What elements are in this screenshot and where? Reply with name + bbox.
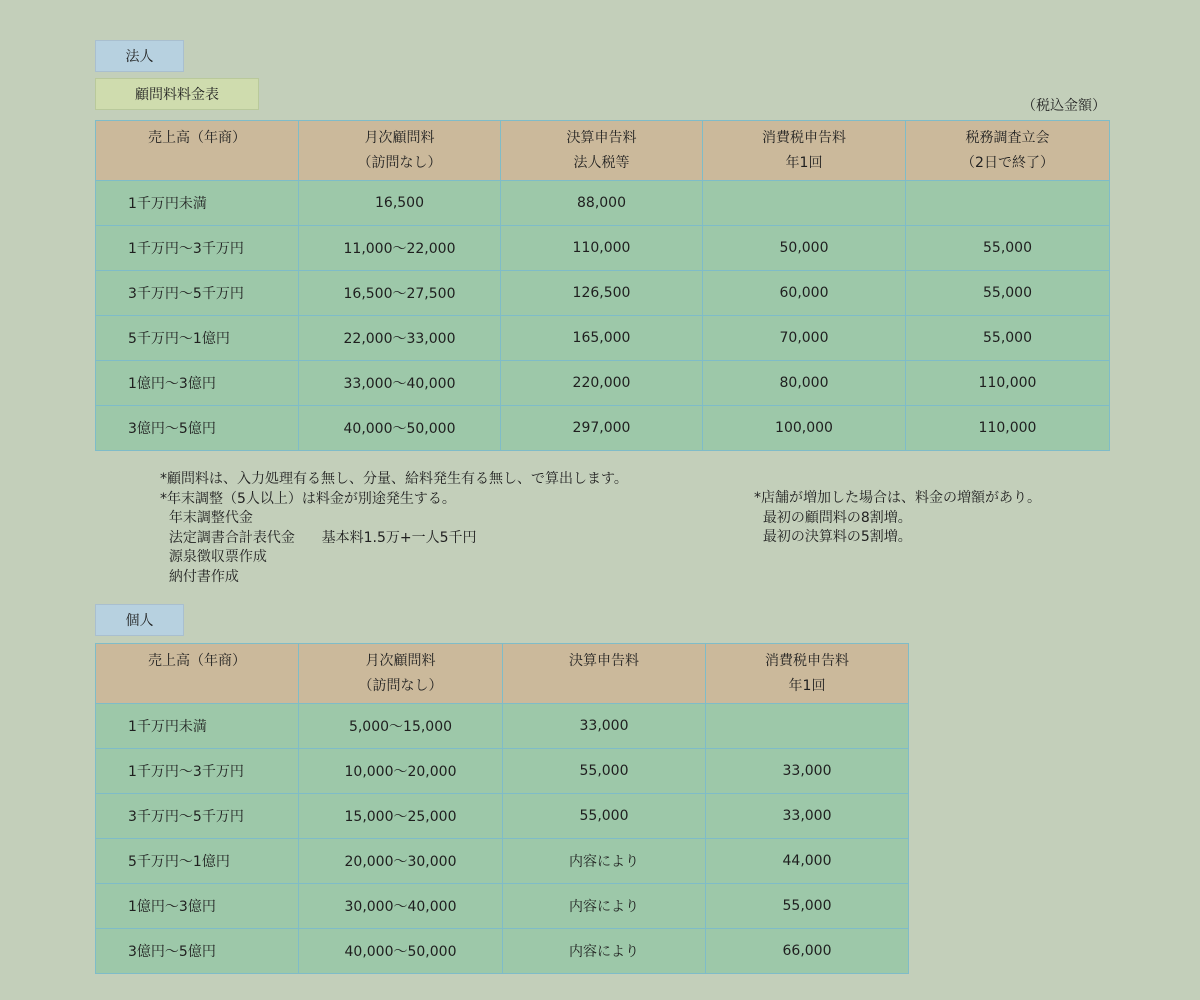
tax-included-note: （税込金額） [1022,98,1106,114]
column-header-line: 決算申告料 [569,652,639,669]
table-row [96,226,1110,271]
fee-cell: 15,000～25,000 [299,794,503,839]
column-header [299,644,503,704]
table-row [96,316,1110,361]
fee-cell: 55,000 [706,884,909,929]
fee-cell: 44,000 [706,839,909,884]
fee-cell: 16,500 [299,181,501,226]
fee-cell: 16,500～27,500 [299,271,501,316]
revenue-range-cell: 3億円～5億円 [96,929,299,974]
fee-cell: 5,000～15,000 [299,704,503,749]
column-header-line: 決算申告料 [566,129,637,146]
column-header [96,644,299,704]
fee-cell: 55,000 [906,271,1110,316]
revenue-range-cell: 3億円～5億円 [96,406,299,451]
fee-cell [906,181,1110,226]
fee-cell: 126,500 [501,271,703,316]
table-row [96,361,1110,406]
fee-cell: 33,000 [503,704,706,749]
fee-cell: 55,000 [906,316,1110,361]
revenue-range-cell: 1千万円～3千万円 [96,226,299,271]
fee-cell: 40,000～50,000 [299,406,501,451]
column-header-line: 月次顧問料 [365,652,436,669]
table-row [96,749,909,794]
column-header [906,121,1110,181]
column-header-line: 消費税申告料 [762,129,846,146]
fee-cell [703,181,906,226]
store-increase-notes [754,489,1041,548]
column-header-line: 年1回 [788,677,826,694]
table-row [96,181,1110,226]
column-header-line: （訪問なし） [358,677,443,694]
table-row [96,794,909,839]
column-header-line: 売上高（年商） [148,652,246,669]
fee-cell: 60,000 [703,271,906,316]
column-header [706,644,909,704]
header-row [96,121,1110,181]
fee-cell: 80,000 [703,361,906,406]
table-row [96,884,909,929]
fee-cell: 55,000 [906,226,1110,271]
fee-cell: 33,000～40,000 [299,361,501,406]
fee-cell: 110,000 [906,406,1110,451]
revenue-range-cell: 1千万円未満 [96,181,299,226]
note-line: *店舗が増加した場合は、料金の増額があり。 [754,490,1041,506]
column-header [703,121,906,181]
fee-cell: 50,000 [703,226,906,271]
header-row [96,644,909,704]
column-header-line: （2日で終了） [961,154,1054,171]
column-header-line: （訪問なし） [357,154,442,171]
column-header [299,121,501,181]
table-row [96,839,909,884]
column-header-line: 月次顧問料 [364,129,435,146]
fee-cell: 40,000～50,000 [299,929,503,974]
column-header-line: 売上高（年商） [148,129,246,146]
column-header [503,644,706,704]
corporate-tag: 法人 [95,40,184,72]
table-row [96,271,1110,316]
table-row [96,406,1110,451]
fee-cell: 11,000～22,000 [299,226,501,271]
fee-cell [706,704,909,749]
column-header [501,121,703,181]
fee-cell: 110,000 [906,361,1110,406]
note-line: *年末調整（5人以上）は料金が別途発生する。 [160,490,456,507]
fee-cell: 297,000 [501,406,703,451]
fee-table-subtitle: 顧問料料金表 [95,78,259,110]
note-line: 年末調整代金 [160,510,253,526]
fee-cell: 内容により [503,884,706,929]
column-header-line: 消費税申告料 [765,652,849,669]
note-line: *顧問料は、入力処理有る無し、分量、給料発生有る無し、で算出します。 [160,471,628,487]
fee-cell: 22,000～33,000 [299,316,501,361]
fee-cell: 88,000 [501,181,703,226]
fee-cell: 165,000 [501,316,703,361]
corporate-fee-table [95,120,1110,451]
revenue-range-cell: 5千万円～1億円 [96,839,299,884]
fee-cell: 100,000 [703,406,906,451]
revenue-range-cell: 5千万円～1億円 [96,316,299,361]
fee-cell: 10,000～20,000 [299,749,503,794]
column-header-line: 税務調査立会 [965,129,1050,146]
fee-cell: 内容により [503,929,706,974]
fee-cell: 55,000 [503,794,706,839]
fee-cell: 33,000 [706,749,909,794]
fee-cell: 30,000～40,000 [299,884,503,929]
individual-fee-table [95,643,909,974]
individual-tag: 個人 [95,604,184,636]
revenue-range-cell: 1億円～3億円 [96,361,299,406]
note-line: 納付書作成 [160,568,239,585]
fee-cell: 66,000 [706,929,909,974]
fee-cell: 20,000～30,000 [299,839,503,884]
revenue-range-cell: 3千万円～5千万円 [96,794,299,839]
fee-cell: 33,000 [706,794,909,839]
fee-cell: 110,000 [501,226,703,271]
revenue-range-cell: 1千万円～3千万円 [96,749,299,794]
note-line: 法定調書合計表代金 基本料1.5万+一人5千円 [160,529,477,546]
note-line: 最初の顧問料の8割増。 [754,509,912,526]
table-row [96,929,909,974]
column-header [96,121,299,181]
revenue-range-cell: 1億円～3億円 [96,884,299,929]
column-header-line: 法人税等 [573,154,630,171]
fee-cell: 内容により [503,839,706,884]
note-line: 源泉徴収票作成 [160,549,267,565]
note-line: 最初の決算料の5割増。 [754,529,912,545]
fee-cell: 55,000 [503,749,706,794]
revenue-range-cell: 1千万円未満 [96,704,299,749]
column-header-line: 年1回 [785,154,823,171]
table-row [96,704,909,749]
fee-cell: 70,000 [703,316,906,361]
revenue-range-cell: 3千万円～5千万円 [96,271,299,316]
fee-cell: 220,000 [501,361,703,406]
corporate-notes [160,470,628,587]
